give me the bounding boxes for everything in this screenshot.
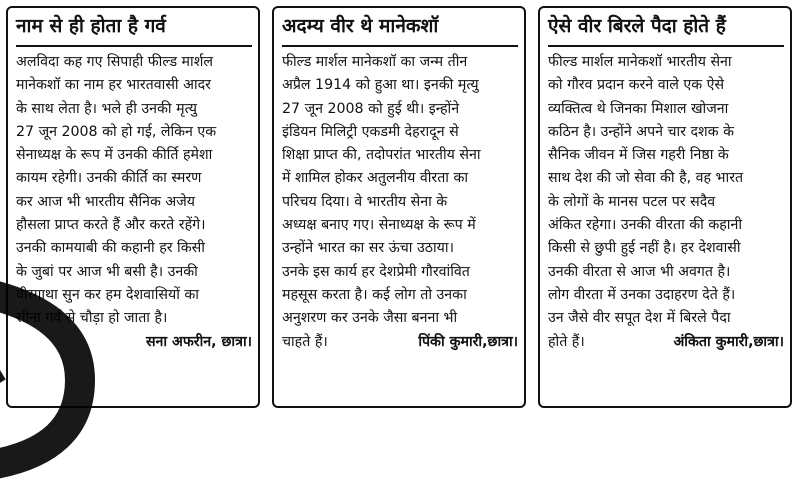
- body-line: को गौरव प्रदान करने वाले एक ऐसे: [548, 77, 725, 94]
- body-line: शिक्षा प्राप्त की, तदोपरांत भारतीय सेना: [282, 147, 481, 164]
- body-line: अनुशरण कर उनके जैसा बनना भी: [282, 310, 458, 327]
- article-body: [282, 51, 518, 354]
- body-line: हौसला प्राप्त करते हैं और करते रहेंगे।: [16, 217, 206, 234]
- article-body: [548, 51, 784, 354]
- body-line: कर आज भी भारतीय सैनिक अजेय: [16, 193, 195, 210]
- article-box-3: [538, 6, 792, 408]
- article-box-1: [6, 6, 260, 408]
- body-line: सैनिक जीवन में जिस गहरी निष्ठा के: [548, 147, 729, 164]
- body-line: के साथ लेता है। भले ही उनकी मृत्यु: [16, 100, 197, 117]
- body-line: में शामिल होकर अतुलनीय वीरता का: [282, 170, 469, 187]
- body-line: किसी से छुपी हुई नहीं है। हर देशवासी: [548, 240, 741, 257]
- body-line: कायम रहेगी। उनकी कीर्ति का स्मरण: [16, 170, 202, 187]
- body-line: सेनाध्यक्ष के रूप में उनकी कीर्ति हमेशा: [16, 147, 213, 164]
- body-line: कठिन है। उन्होंने अपने चार दशक के: [548, 123, 734, 140]
- body-line: लोग वीरता में उनका उदाहरण देते हैं।: [548, 286, 736, 303]
- body-line: अलविदा कह गए सिपाही फील्ड मार्शल: [16, 54, 213, 70]
- body-line: 27 जून 2008 को हुई थी। इन्होंने: [282, 100, 460, 117]
- author-signature: अंकिता कुमारी,छात्रा।: [673, 333, 784, 350]
- article-box-2: [272, 6, 526, 408]
- body-line: फील्ड मार्शल मानेकशॉ भारतीय सेना: [548, 54, 732, 70]
- signature-line: [282, 331, 518, 354]
- body-line: उनके इस कार्य हर देशप्रेमी गौरवांवित: [282, 263, 470, 280]
- article-headline: अदम्य वीर थे मानेकशॉ: [282, 12, 518, 47]
- body-line: उनकी कामयाबी की कहानी हर किसी: [16, 240, 205, 257]
- body-line: परिचय दिया। वे भारतीय सेना के: [282, 193, 448, 210]
- body-line: चाहते हैं।: [282, 333, 328, 350]
- body-line: महसूस करता है। कई लोग तो उनका: [282, 286, 467, 303]
- signature-line: [548, 331, 784, 354]
- body-line: अंकित रहेगा। उनकी वीरता की कहानी: [548, 217, 742, 234]
- body-line: 27 जून 2008 को हो गई, लेकिन एक: [16, 123, 217, 140]
- body-line: के लोगों के मानस पटल पर सदैव: [548, 193, 716, 210]
- author-signature: सना अफरीन, छात्रा।: [145, 333, 252, 350]
- body-line: सीना गर्व से चौड़ा हो जाता है।: [16, 310, 168, 327]
- author-signature: पिंकी कुमारी,छात्रा।: [418, 333, 518, 350]
- article-headline: नाम से ही होता है गर्व: [16, 12, 252, 47]
- article-headline: ऐसे वीर बिरले पैदा होते हैं: [548, 12, 784, 47]
- body-line: वीरगाथा सुन कर हम देशवासियों का: [16, 286, 199, 303]
- body-line: उन जैसे वीर सपूत देश में बिरले पैदा: [548, 310, 731, 327]
- article-body: [16, 51, 252, 350]
- body-line: व्यक्तित्व थे जिनका मिशाल खोजना: [548, 100, 729, 117]
- body-line: अध्यक्ष बनाए गए। सेनाध्यक्ष के रूप में: [282, 217, 476, 234]
- body-line: अप्रैल 1914 को हुआ था। इनकी मृत्यु: [282, 77, 479, 94]
- body-line: साथ देश की जो सेवा की है, वह भारत: [548, 170, 744, 187]
- body-line: फील्ड मार्शल मानेकशॉ का जन्म तीन: [282, 54, 468, 70]
- body-line: इंडियन मिलिट्री एकडमी देहरादून से: [282, 123, 459, 140]
- body-line: उनकी वीरता से आज भी अवगत है।: [548, 263, 731, 280]
- body-line: होते हैं।: [548, 333, 585, 350]
- body-line: उन्होंने भारत का सर ऊंचा उठाया।: [282, 240, 454, 257]
- body-line: के जुबां पर आज भी बसी है। उनकी: [16, 263, 198, 280]
- body-line: मानेकशॉ का नाम हर भारतवासी आदर: [16, 77, 211, 94]
